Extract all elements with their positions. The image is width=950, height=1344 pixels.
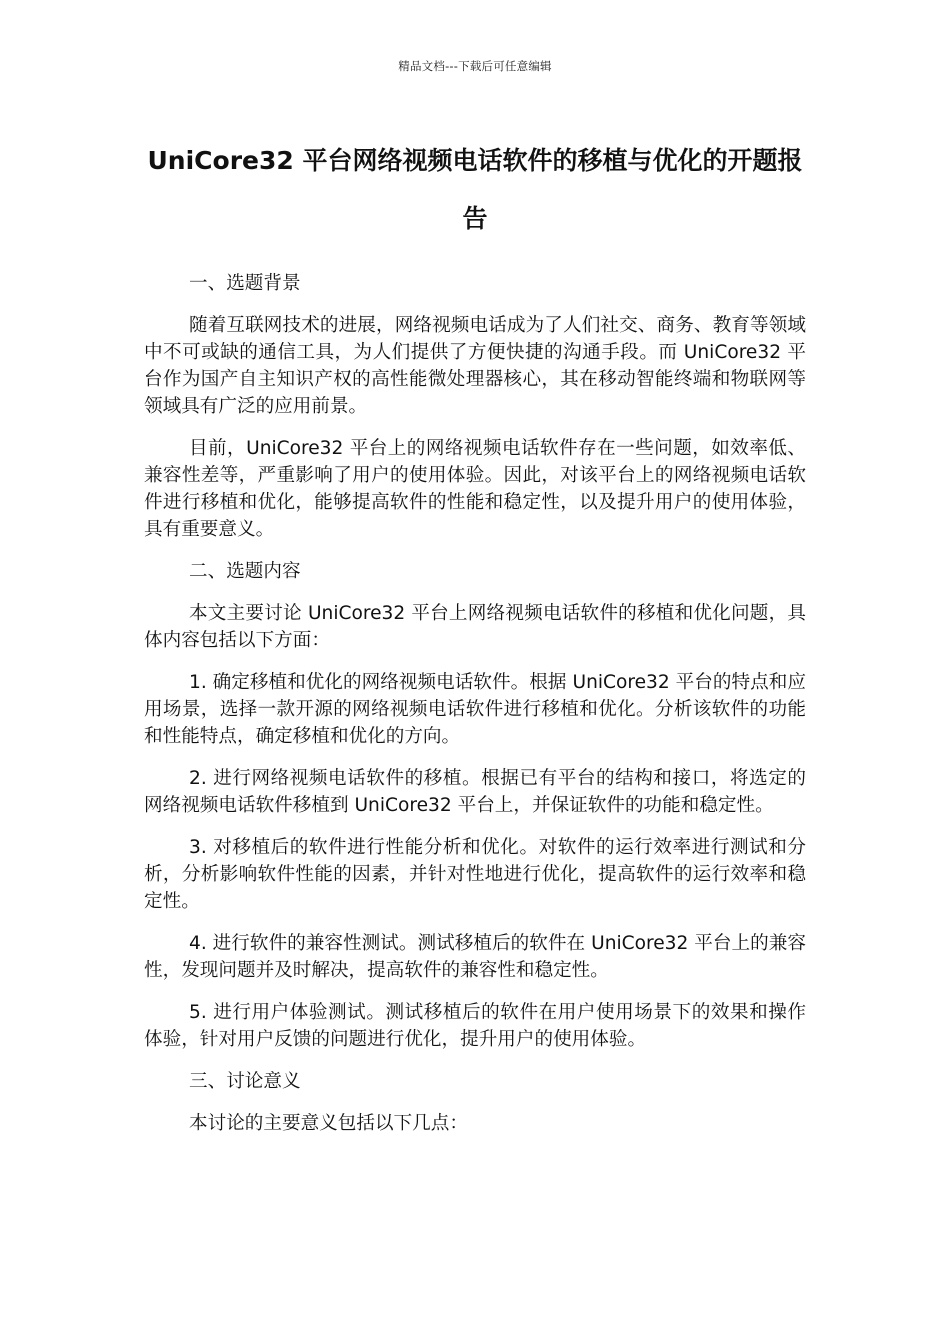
list-item: 2. 进行网络视频电话软件的移植。根据已有平台的结构和接口，将选定的网络视频电话软件移植到 UniCore32 平台上，并保证软件的功能和稳定性。 [144, 768, 806, 816]
list-item: 1. 确定移植和优化的网络视频电话软件。根据 UniCore32 平台的特点和应用场景，选择一款开源的网络视频电话软件进行移植和优化。分析该软件的功能和性能特点，确定移植和优化的方向。 [144, 672, 806, 747]
list-item: 5. 进行用户体验测试。测试移植后的软件在用户使用场景下的效果和操作体验，针对用户反馈的问题进行优化，提升用户的使用体验。 [144, 1002, 806, 1050]
paragraph: 随着互联网技术的进展，网络视频电话成为了人们社交、商务、教育等领域中不可或缺的通信工具，为人们提供了方便快捷的沟通手段。而 UniCore32 平台作为国产自主知识产权的高性能微处理器核心，其在移动智能终端和物联网等领域具有广泛的应用前景。 [144, 315, 806, 417]
paragraph: 目前，UniCore32 平台上的网络视频电话软件存在一些问题，如效率低、兼容性差等，严重影响了用户的使用体验。因此，对该平台上的网络视频电话软件进行移植和优化，能够提高软件的性能和稳定性，以及提升用户的使用体验，具有重要意义。 [144, 438, 806, 540]
list-item: 3. 对移植后的软件进行性能分析和优化。对软件的运行效率进行测试和分析，分析影响软件性能的因素，并针对性地进行优化，提高软件的运行效率和稳定性。 [144, 837, 806, 912]
header-note: 精品文档---下载后可任意编辑 [398, 59, 552, 73]
paragraph: 本文主要讨论 UniCore32 平台上网络视频电话软件的移植和优化问题，具体内容包括以下方面： [144, 603, 806, 651]
document-body [144, 270, 806, 1152]
list-item: 4. 进行软件的兼容性测试。测试移植后的软件在 UniCore32 平台上的兼容性，发现问题并及时解决，提高软件的兼容性和稳定性。 [144, 933, 806, 981]
section-heading-background: 一、选题背景 [189, 273, 301, 294]
section-heading-significance: 三、讨论意义 [189, 1071, 301, 1092]
section-heading-content: 二、选题内容 [189, 561, 301, 582]
paragraph: 本讨论的主要意义包括以下几点： [189, 1113, 468, 1134]
document-title: UniCore32 平台网络视频电话软件的移植与优化的开题报告 [147, 146, 803, 233]
